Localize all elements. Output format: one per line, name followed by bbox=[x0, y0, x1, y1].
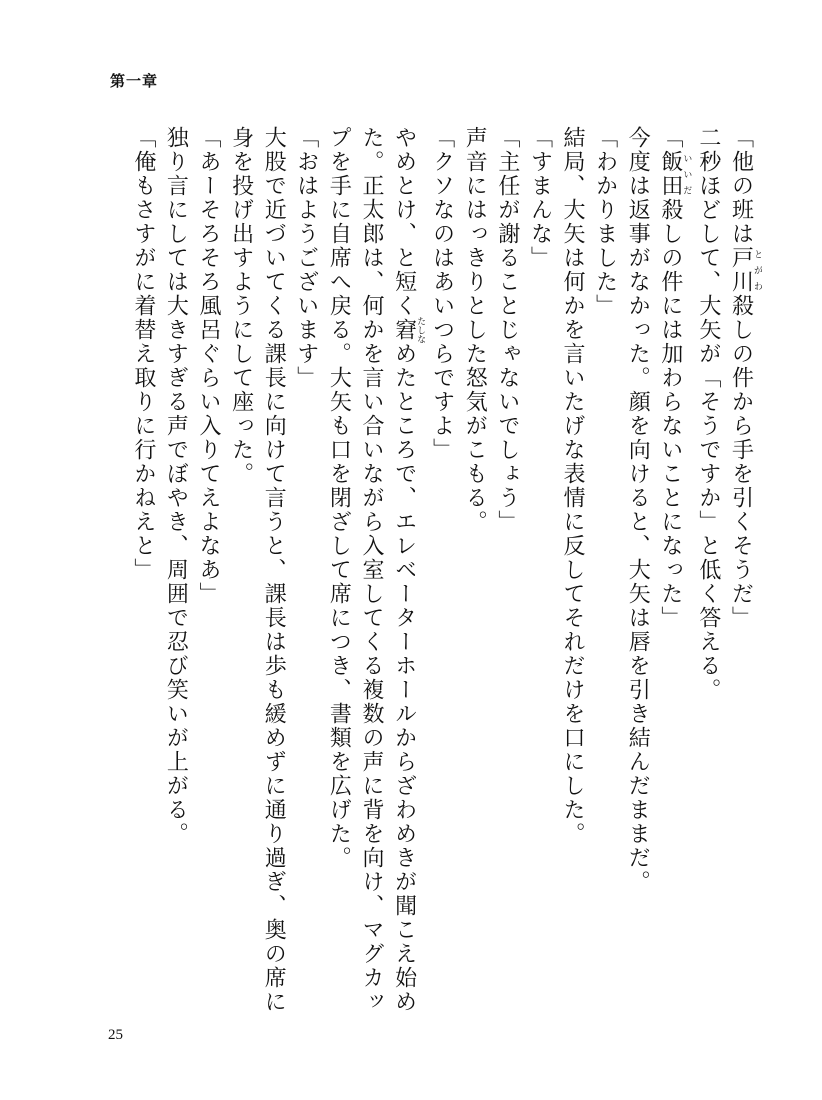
text-run: 今度は返事がなかった。顔を向けると、大矢は唇を引き結んだままだ。 bbox=[625, 126, 651, 894]
text-run: 「 bbox=[657, 126, 683, 150]
text-run: 声音にはっきりとした怒気がこもる。 bbox=[462, 126, 488, 534]
ruby-annotated-word bbox=[657, 150, 692, 198]
paragraph bbox=[523, 126, 556, 1026]
text-run: 「他の班は bbox=[728, 126, 754, 246]
paragraph bbox=[126, 126, 159, 1026]
paragraph bbox=[691, 126, 724, 1026]
text-run: 「主任が謝ることじゃないでしょう」 bbox=[494, 126, 520, 534]
ruby-reading: いいだ bbox=[681, 150, 692, 198]
text-run: 「クソなのはあいつらですよ」 bbox=[429, 126, 455, 462]
text-run: やめとけ、と短く bbox=[391, 126, 417, 318]
paragraph bbox=[191, 126, 224, 1026]
ruby-annotated-word bbox=[728, 246, 762, 294]
text-run: 結局、大矢は何かを言いたげな表情に反してそれだけを口にした。 bbox=[560, 126, 586, 846]
paragraph bbox=[159, 126, 192, 1026]
text-run: 大股で近づいてくる課長に向けて言うと、課長は歩も緩めずに通り過ぎ、奥の席に身を投げ出すようにして座った。 bbox=[228, 126, 287, 1014]
text-run: 殺しの件には加わらないことになった」 bbox=[657, 198, 683, 630]
ruby-reading: とがわ bbox=[752, 246, 762, 294]
text-run: 「わかりました」 bbox=[592, 126, 618, 318]
text-run: 「おはようございます」 bbox=[293, 126, 319, 390]
paragraph bbox=[621, 126, 654, 1026]
text-run: 殺しの件から手を引くそうだ」 bbox=[728, 294, 754, 630]
paragraph bbox=[224, 126, 289, 1026]
paragraph bbox=[425, 126, 458, 1026]
ruby-base: 戸川 bbox=[728, 246, 754, 294]
paragraph bbox=[724, 126, 762, 1026]
paragraph bbox=[289, 126, 322, 1026]
paragraph bbox=[458, 126, 491, 1026]
page-number: 25 bbox=[108, 1027, 123, 1043]
ruby-reading: たしな bbox=[415, 316, 426, 344]
ruby-annotated-word bbox=[391, 316, 426, 344]
text-run: 「すまんな」 bbox=[527, 126, 553, 270]
paragraph bbox=[490, 126, 523, 1026]
text-run: 「俺もさすがに着替え取りに行かねえと」 bbox=[130, 126, 156, 582]
text-run: 「あーそろそろ風呂ぐらい入りてえよなあ」 bbox=[196, 126, 221, 606]
chapter-heading: 第一章 bbox=[110, 72, 159, 90]
ruby-base: 窘 bbox=[391, 316, 417, 344]
paragraph bbox=[555, 126, 588, 1026]
ruby-base: 飯田 bbox=[657, 150, 683, 198]
text-run: 独り言にしては大きすぎる声でぼやき、周囲で忍び笑いが上がる。 bbox=[163, 126, 189, 846]
text-run: 二秒ほどして、大矢が「そうですか」と低く答える。 bbox=[695, 126, 721, 702]
paragraph bbox=[653, 126, 691, 1026]
novel-body-text bbox=[102, 126, 762, 1026]
paragraph bbox=[588, 126, 621, 1026]
text-run: めたところで、エレベーターホールからざわめきが聞こえ始めた。正太郎は、何かを言い合いながら入室してくる複数の声に背を向け、マグカップを手に自席へ戻る。大矢も口を閉ざして席につき、書類を広げた。 bbox=[326, 126, 417, 1014]
paragraph bbox=[322, 126, 425, 1026]
